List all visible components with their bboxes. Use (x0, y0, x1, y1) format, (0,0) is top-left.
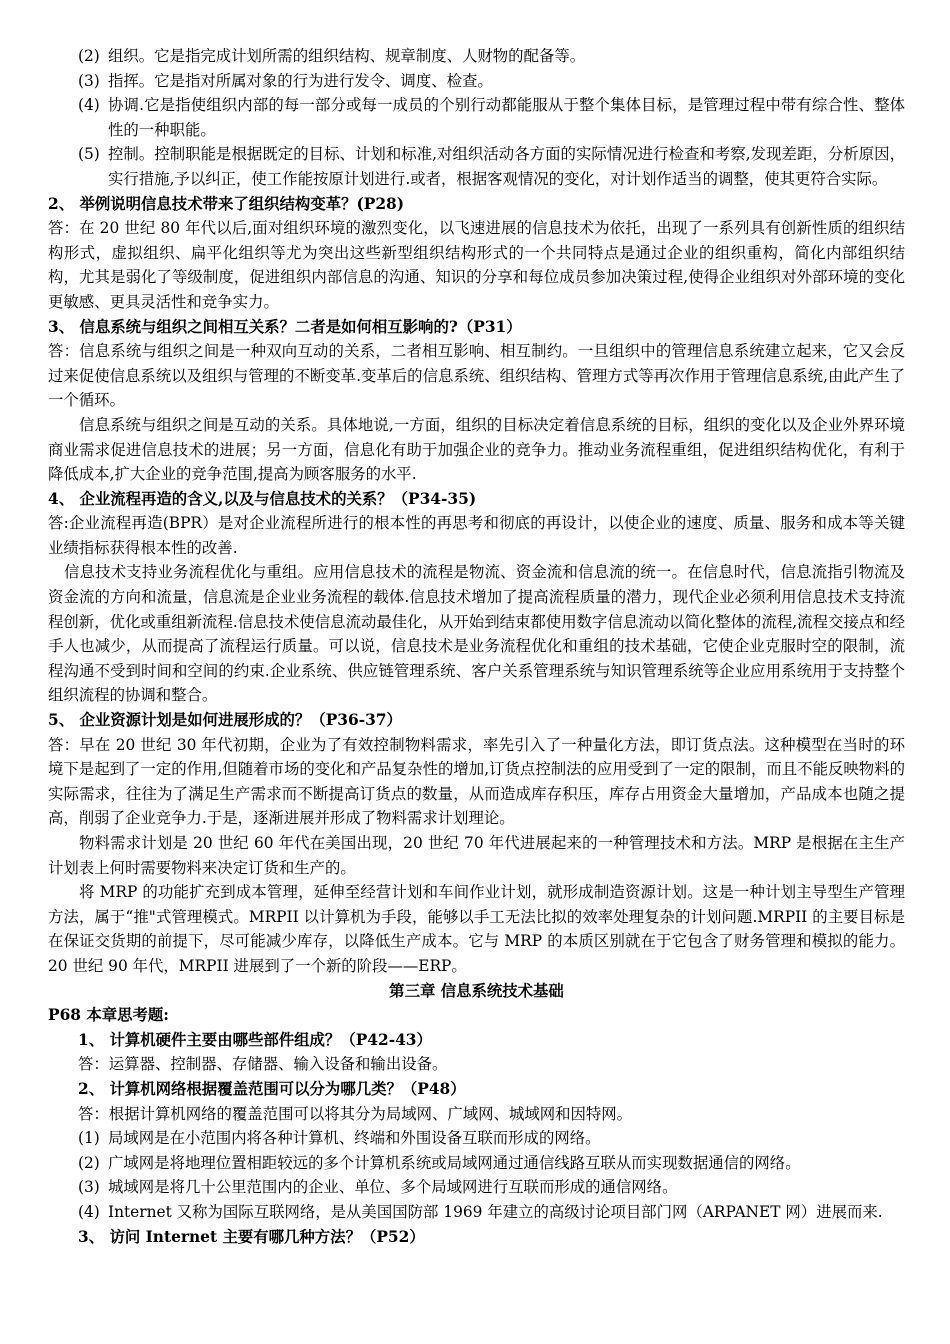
answer-paragraph: 信息系统与组织之间是互动的关系。具体地说,一方面，组织的目标决定着信息系统的目标，组织的变化以及企业外界环境商业需求促进信息技术的进展；另一方面，信息化有助于加强企业的竞争力。推动业务流程重组，促进组织结构优化，有利于降低成本,扩大企业的竞争范围,提高为顾客服务的水平. (48, 415, 905, 484)
list-item: (4) Internet 又称为国际互联网络，是从美国国防部 1969 年建立的高级讨论项目部门网（ARPANET 网）进展而来. (78, 1202, 883, 1221)
answer-paragraph: 答:企业流程再造(BPR）是对企业流程所进行的根本性的再思考和彻底的再设计，以使企业的速度、质量、服务和成本等关键业绩指标获得根本性的改善. (48, 514, 905, 557)
question-heading: 2、 举例说明信息技术带来了组织结构变革？(P28) (48, 194, 405, 213)
question-heading: 4、 企业流程再造的含义,以及与信息技术的关系？（P34-35) (48, 489, 477, 508)
question-heading: 5、 企业资源计划是如何进展形成的？（P36-37） (48, 711, 402, 730)
list-item: (1) 局域网是在小范围内将各种计算机、终端和外围设备互联而形成的网络。 (78, 1129, 601, 1148)
question-heading: 1、 计算机硬件主要由哪些部件组成？（P42-43） (78, 1030, 432, 1049)
answer-paragraph: 答：根据计算机网络的覆盖范围可以将其分为局域网、广域网、城域网和因特网。 (78, 1104, 633, 1123)
list-item: (4) 协调.它是指使组织内部的每一部分或每一成员的个别行动都能服从于整个集体目标，是管理过程中带有综合性、整体性的一种职能。 (78, 96, 905, 139)
answer-paragraph: 答：在 20 世纪 80 年代以后,面对组织环境的激烈变化，以飞速进展的信息技术为依托，出现了一系列具有创新性质的组织结构形式，虚拟组织、扁平化组织等尤为突出这些新型组织结构形式的一个共同特点是通过企业的组织重构，简化内部组织结构，尤其是弱化了等级制度，促进组织内部信息的沟通、知识的分享和每位成员参加决策过程,使得企业组织对外部环境的变化更敏感、更具灵活性和竞争实力。 (48, 219, 905, 311)
chapter-title: 第三章 信息系统技术基础 (389, 981, 564, 1000)
list-item: (2) 广域网是将地理位置相距较远的多个计算机系统或局域网通过通信线路互联从而实现数据通信的网络。 (78, 1153, 801, 1172)
answer-paragraph: 信息技术支持业务流程优化与重组。应用信息技术的流程是物流、资金流和信息流的统一。在信息时代，信息流指引物流及资金流的方向和流量，信息流是企业业务流程的载体.信息技术增加了提高流程质量的潜力，现代企业必须利用信息技术支持流程创新，优化或重组新流程.信息技术使信息流动最佳化，从开始到结束都使用数字信息流动以简化整体的流程,流程交接点和经手人也减少，从而提高了流程运行质量。可以说，信息技术是业务流程优化和重组的技术基础，它使企业克服时空的限制，流程沟通不受到时间和空间的约束.企业系统、供应链管理系统、客户关系管理系统与知识管理系统等企业应用系统用于支持整个组织流程的协调和整合。 (48, 563, 905, 705)
question-heading: 3、 信息系统与组织之间相互关系？二者是如何相互影响的?（P31） (48, 317, 522, 336)
list-item: (5) 控制。控制职能是根据既定的目标、计划和标准,对组织活动各方面的实际情况进行检查和考察,发现差距，分析原因，实行措施,予以纠正，使工作能按原计划进行.或者，根据客观情况的变化，对计划作适当的调整，使其更符合实际。 (78, 145, 905, 188)
document-page (48, 44, 905, 1249)
answer-paragraph: 物料需求计划是 20 世纪 60 年代在美国出现，20 世纪 70 年代进展起来的一种管理技术和方法。MRP 是根据在主生产计划表上何时需要物料来决定订货和生产的。 (48, 834, 905, 877)
answer-paragraph: 答：运算器、控制器、存储器、输入设备和输出设备。 (78, 1055, 448, 1074)
list-item: (3) 城域网是将几十公里范围内的企业、单位、多个局域网进行互联而形成的通信网络。 (78, 1178, 678, 1197)
list-item: (3) 指挥。它是指对所属对象的行为进行发令、调度、检查。 (78, 71, 493, 90)
section-subtitle: P68 本章思考题: (48, 1006, 169, 1025)
question-heading: 2、 计算机网络根据覆盖范围可以分为哪几类？（P48） (78, 1079, 466, 1098)
question-heading: 3、 访问 Internet 主要有哪几种方法？（P52） (78, 1227, 425, 1246)
answer-paragraph: 答：早在 20 世纪 30 年代初期，企业为了有效控制物料需求，率先引入了一种量化方法，即订货点法。这种模型在当时的环境下是起到了一定的作用,但随着市场的变化和产品复杂性的增加,订货点控制法的应用受到了一定的限制，而且不能反映物料的实际需求，往往为了满足生产需求而不断提高订货点的数量，从而造成库存积压，库存占用资金大量增加，产品成本也随之提高，削弱了企业竞争力.于是，逐渐进展并形成了物料需求计划理论。 (48, 735, 905, 828)
list-item: (2) 组织。它是指完成计划所需的组织结构、规章制度、人财物的配备等。 (78, 47, 586, 65)
answer-paragraph: 答：信息系统与组织之间是一种双向互动的关系，二者相互影响、相互制约。一旦组织中的管理信息系统建立起来，它又会反过来促使信息系统以及组织与管理的不断变革.变革后的信息系统、组织结构、管理方式等再次作用于管理信息系统,由此产生了一个循环。 (48, 342, 905, 410)
answer-paragraph: 将 MRP 的功能扩充到成本管理，延伸至经营计划和车间作业计划，就形成制造资源计划。这是一种计划主导型生产管理方法，属于“推"式管理模式。MRPII 以计算机为手段，能够以手工无法比拟的效率处理复杂的计划问题.MRPII 的主要目标是在保证交货期的前提下，尽可能减少库存，以降低生产成本。它与 MRP 的本质区别就在于它包含了财务管理和模拟的能力。20 世纪 90 年代，MRPII 进展到了一个新的阶段——ERP。 (48, 883, 905, 975)
